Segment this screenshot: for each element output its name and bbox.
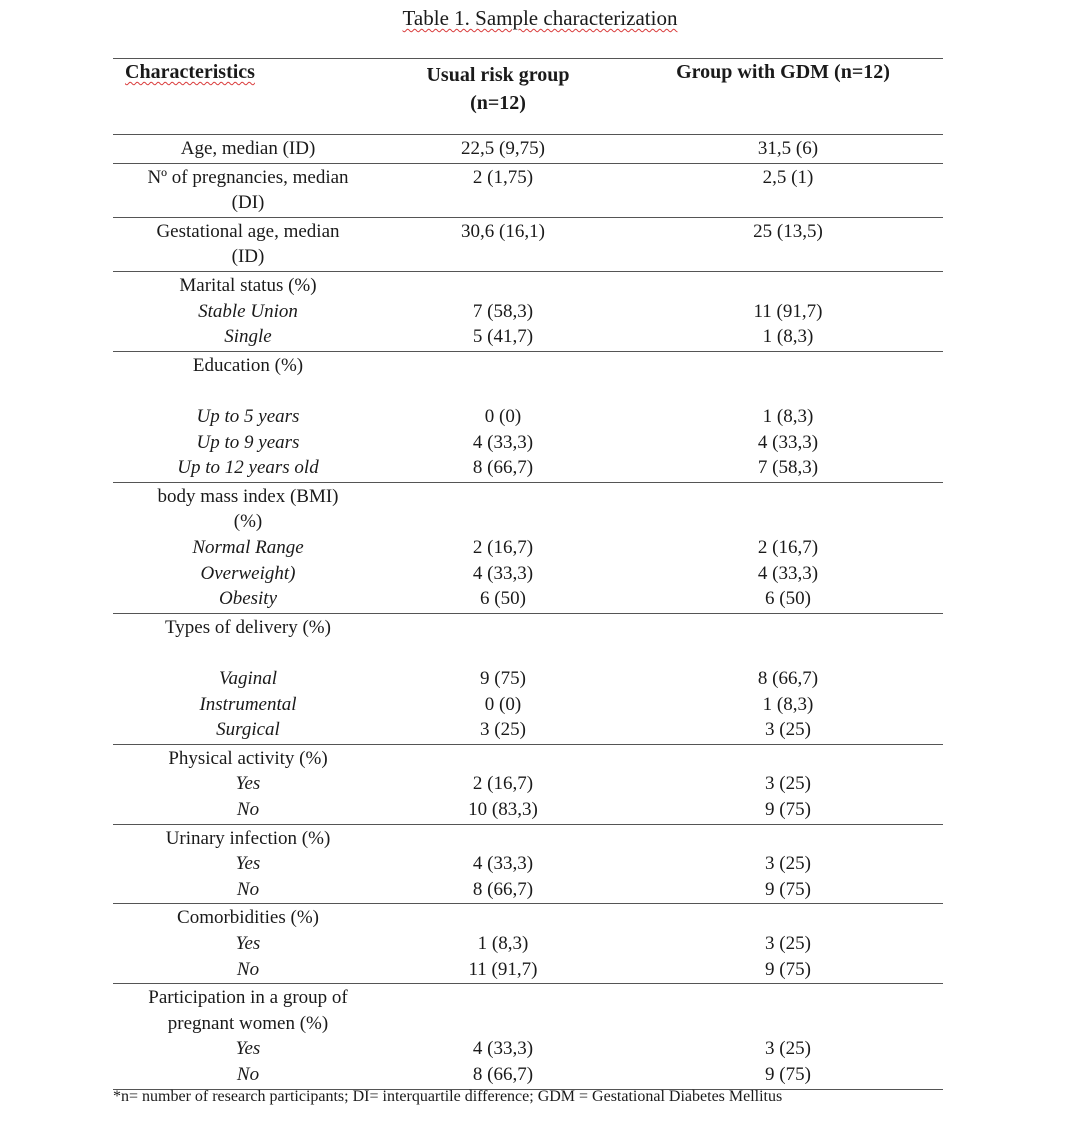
usual-risk-value: 6 (50): [480, 588, 526, 610]
row-label: Overweight): [200, 562, 296, 584]
row-label: (DI): [231, 192, 265, 214]
table-section: [113, 614, 943, 745]
gdm-value: 11 (91,7): [753, 300, 823, 322]
row-label: Vaginal: [218, 667, 278, 689]
table-row: [113, 666, 943, 691]
usual-risk-value: 2 (16,7): [472, 773, 534, 795]
table-row: [113, 746, 943, 771]
table-row: [113, 1036, 943, 1061]
usual-risk-value: 0 (0): [484, 405, 522, 427]
table-row: [113, 851, 943, 876]
row-label: Marital status (%): [179, 274, 317, 296]
table-section: [113, 164, 943, 218]
row-label: Age, median (ID): [180, 138, 316, 159]
table-row: [113, 957, 943, 982]
row-label: No: [236, 878, 260, 900]
table-row: [113, 985, 943, 1010]
table-row: [113, 692, 943, 717]
header-usual-risk-group: [383, 61, 613, 117]
table-row: [113, 877, 943, 902]
table-row: [113, 1011, 943, 1036]
gdm-value: 2,5 (1): [762, 166, 814, 188]
gdm-value: 3 (25): [765, 719, 811, 741]
gdm-value: 3 (25): [765, 853, 811, 875]
row-label: Gestational age, median: [156, 220, 340, 242]
table-section: [113, 904, 943, 984]
gdm-value: 4 (33,3): [757, 562, 819, 584]
table-row: [113, 190, 943, 215]
gdm-value: 25 (13,5): [753, 220, 823, 242]
usual-risk-value: 7 (58,3): [472, 300, 534, 322]
table-row: [113, 455, 943, 480]
gdm-value: 9 (75): [765, 958, 811, 980]
gdm-value: 9 (75): [765, 1063, 811, 1085]
row-label: Nº of pregnancies, median: [147, 166, 349, 188]
table-row: [113, 430, 943, 455]
row-label: Yes: [235, 853, 261, 875]
table-row: [113, 219, 943, 244]
gdm-value: 31,5 (6): [757, 138, 819, 159]
usual-risk-value: 4 (33,3): [472, 1038, 534, 1060]
row-label: Up to 12 years old: [177, 457, 319, 479]
table-row: [113, 586, 943, 611]
table-body: [113, 135, 943, 1090]
row-label: Single: [224, 326, 272, 348]
row-label: pregnant women (%): [167, 1012, 329, 1034]
gdm-value: 3 (25): [765, 1038, 811, 1060]
usual-risk-value: 11 (91,7): [468, 958, 538, 980]
table-row: [113, 165, 943, 190]
row-label: Obesity: [218, 588, 278, 610]
table-row: [113, 535, 943, 560]
footnote: *n= number of research participants; DI= interquartile difference; GDM = Gestational Diabetes Mellitus: [113, 1088, 783, 1105]
row-label: Normal Range: [192, 536, 304, 558]
table-row: [113, 615, 943, 640]
table-section: [113, 135, 943, 164]
usual-risk-value: 5 (41,7): [472, 326, 534, 348]
table-section: [113, 272, 943, 352]
table-row: [113, 324, 943, 349]
table-row: [113, 826, 943, 851]
usual-risk-value: 2 (16,7): [472, 536, 534, 558]
gdm-value: 6 (50): [765, 588, 811, 610]
usual-risk-value: 9 (75): [480, 667, 526, 689]
table-row: [113, 561, 943, 586]
table-row: [113, 797, 943, 822]
row-label: (ID): [231, 246, 265, 268]
row-label: Up to 5 years: [196, 405, 300, 427]
gdm-value: 2 (16,7): [757, 536, 819, 558]
row-label: No: [236, 1063, 260, 1085]
table-row: [113, 136, 943, 161]
row-label: Physical activity (%): [168, 747, 328, 769]
row-label: Yes: [235, 773, 261, 795]
table-row: [113, 244, 943, 269]
row-label: body mass index (BMI): [157, 485, 339, 507]
usual-risk-value: 0 (0): [484, 693, 522, 715]
usual-risk-value: 22,5 (9,75): [461, 138, 545, 159]
usual-risk-value: 3 (25): [480, 719, 526, 741]
table-row: [113, 484, 943, 509]
table-row: [113, 353, 943, 378]
usual-risk-value: 4 (33,3): [472, 431, 534, 453]
usual-risk-value: 4 (33,3): [472, 853, 534, 875]
gdm-value: 4 (33,3): [757, 431, 819, 453]
table-header-row: [113, 59, 943, 135]
row-label: Participation in a group of: [148, 987, 348, 1009]
table-row: [113, 299, 943, 324]
usual-risk-value: 4 (33,3): [472, 562, 534, 584]
row-label: Comorbidities (%): [177, 907, 319, 929]
table-row: [113, 404, 943, 429]
table-row: [113, 273, 943, 298]
gdm-value: 8 (66,7): [757, 667, 819, 689]
row-label: Yes: [235, 1038, 261, 1060]
gdm-value: 3 (25): [765, 773, 811, 795]
header-characteristics: Characteristics: [125, 61, 255, 83]
usual-risk-value: 8 (66,7): [472, 1063, 534, 1085]
usual-risk-value: 2 (1,75): [472, 166, 534, 188]
gdm-value: 1 (8,3): [762, 693, 814, 715]
table-row: [113, 640, 943, 665]
row-label: No: [236, 798, 260, 820]
header-gdm-group: Group with GDM (n=12): [676, 61, 890, 83]
row-label: Surgical: [216, 719, 280, 741]
table-row: [113, 771, 943, 796]
row-label: Instrumental: [199, 693, 297, 715]
table-section: [113, 984, 943, 1089]
table-row: [113, 1062, 943, 1087]
row-label: Types of delivery (%): [165, 616, 331, 638]
usual-risk-value: 1 (8,3): [477, 932, 529, 954]
table-title: Table 1. Sample characterization: [402, 6, 678, 30]
header-usual-line2: (n=12): [470, 92, 526, 114]
gdm-value: 3 (25): [765, 932, 811, 954]
table-row: [113, 931, 943, 956]
row-label: (%): [233, 511, 263, 533]
characterization-table: [113, 58, 943, 1090]
usual-risk-value: 10 (83,3): [468, 798, 538, 820]
table-section: [113, 483, 943, 614]
row-label: No: [236, 958, 260, 980]
gdm-value: 7 (58,3): [757, 457, 819, 479]
table-row: [113, 905, 943, 930]
table-section: [113, 825, 943, 905]
row-label: Stable Union: [198, 300, 298, 322]
usual-risk-value: 8 (66,7): [472, 878, 534, 900]
row-label: Urinary infection (%): [165, 827, 331, 849]
row-label: Yes: [235, 932, 261, 954]
gdm-value: 9 (75): [765, 878, 811, 900]
usual-risk-value: 30,6 (16,1): [461, 220, 545, 242]
header-usual-line1: Usual risk group: [426, 64, 570, 86]
row-label: Education (%): [192, 354, 304, 376]
row-label: Up to 9 years: [196, 431, 300, 453]
gdm-value: 1 (8,3): [762, 405, 814, 427]
gdm-value: 1 (8,3): [762, 326, 814, 348]
table-section: [113, 218, 943, 272]
table-section: [113, 352, 943, 483]
table-row: [113, 509, 943, 534]
table-row: [113, 378, 943, 403]
gdm-value: 9 (75): [765, 798, 811, 820]
usual-risk-value: 8 (66,7): [472, 457, 534, 479]
table-section: [113, 745, 943, 825]
table-row: [113, 717, 943, 742]
